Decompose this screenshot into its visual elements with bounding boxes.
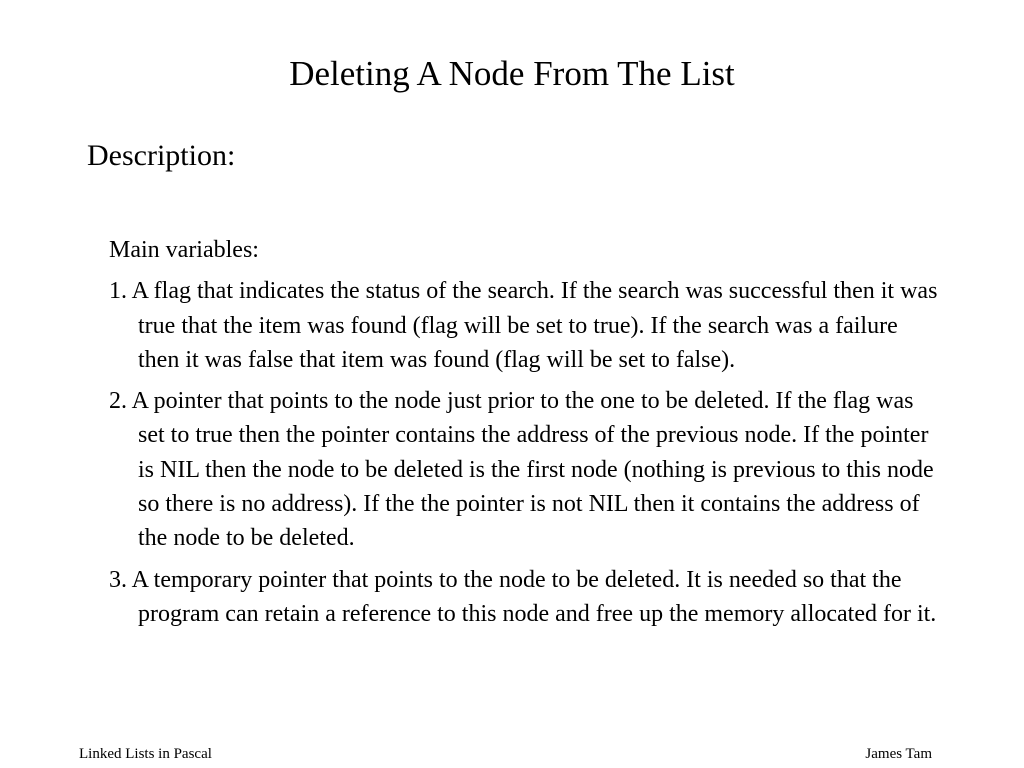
slide-content: [109, 233, 939, 638]
list-item: 1. A flag that indicates the status of the search. If the search was successful then it was true that the item was found (flag will be set to true). If the search was a failure then it was false that item was found (flag will be set to false).: [109, 278, 938, 373]
list-item: 3. A temporary pointer that points to the node to be deleted. It is needed so that the program can retain a reference to this node and free up the memory allocated for it.: [109, 566, 937, 627]
subheading: Main variables:: [109, 237, 259, 263]
list-item: 2. A pointer that points to the node just prior to the one to be deleted. If the flag was set to true then the pointer contains the address of the previous node. If the pointer is NIL then the node to be deleted is the first node (nothing is previous to this node so there is no address). If the the pointer is not NIL then it contains the address of the node to be deleted.: [109, 388, 934, 552]
footer-course-title: Linked Lists in Pascal: [79, 746, 212, 762]
section-heading: Description:: [87, 139, 236, 172]
slide-title: Deleting A Node From The List: [289, 54, 735, 93]
footer-author: James Tam: [865, 746, 932, 762]
variable-list: [109, 274, 939, 631]
